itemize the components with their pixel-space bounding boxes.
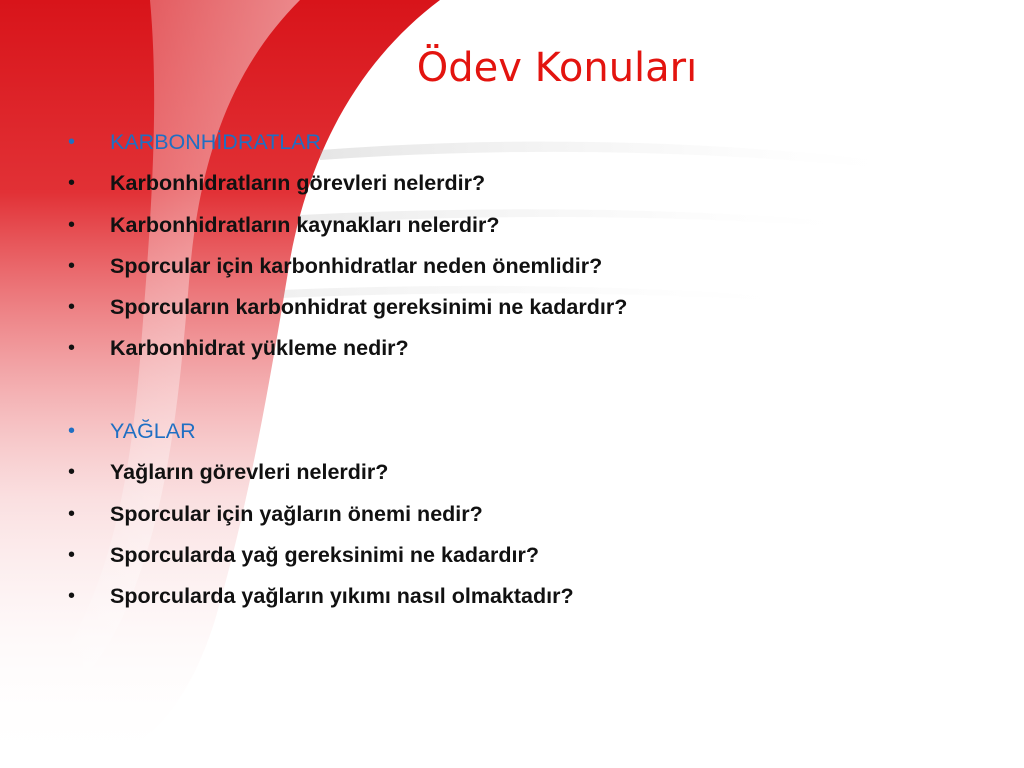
- list-item-text: Sporcular için karbonhidratlar neden önemlidir?: [110, 253, 603, 278]
- list-item-text: Karbonhidratların görevleri nelerdir?: [110, 171, 486, 196]
- bullet-icon: •: [68, 296, 76, 319]
- bullet-icon: •: [68, 254, 76, 277]
- section-heading-label: KARBONHİDRATLAR: [110, 130, 322, 154]
- list-item-text: Sporcular için yağların önemi nedir?: [110, 501, 483, 526]
- bullet-icon: •: [68, 543, 76, 566]
- section-heading-label: YAĞLAR: [110, 419, 196, 444]
- bullet-icon: •: [68, 502, 76, 525]
- bullet-icon: •: [68, 131, 76, 153]
- bullet-icon: •: [68, 213, 76, 236]
- bullet-icon: •: [68, 337, 76, 360]
- slide-title: Ödev Konuları: [416, 45, 698, 91]
- list-item-text: Karbonhidrat yükleme nedir?: [110, 336, 409, 361]
- bullet-icon: •: [68, 172, 76, 195]
- list-item-text: Yağların görevleri nelerdir?: [110, 460, 389, 485]
- bullet-icon: •: [68, 585, 76, 608]
- list-item-text: Karbonhidratların kaynakları nelerdir?: [110, 212, 500, 237]
- list-item-text: Sporcularda yağ gereksinimi ne kadardır?: [110, 542, 539, 567]
- list-item-text: Sporcularda yağların yıkımı nasıl olmaktadır?: [110, 584, 574, 609]
- list-item-text: Sporcuların karbonhidrat gereksinimi ne kadardır?: [110, 295, 628, 320]
- bullet-icon: •: [68, 420, 76, 443]
- bullet-icon: •: [68, 461, 76, 484]
